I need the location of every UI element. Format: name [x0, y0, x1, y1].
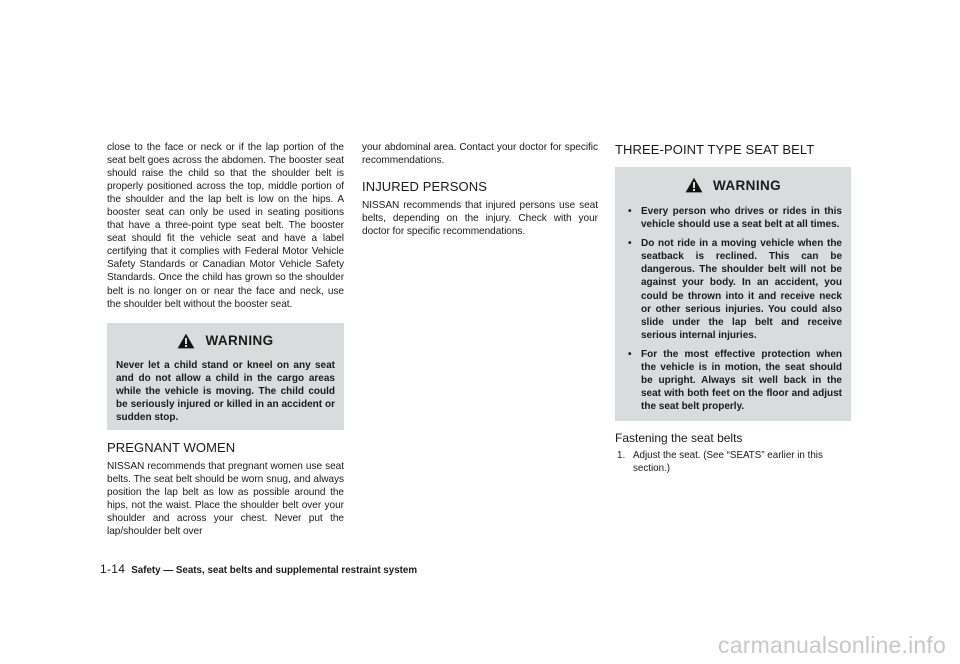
- page-footer: [100, 562, 417, 576]
- bullet-mark: •: [628, 348, 632, 360]
- section-heading-pregnant-women: PREGNANT WOMEN: [107, 440, 236, 456]
- child-booster-paragraph: close to the face or neck or if the lap portion of the seat belt goes across the abdomen. The booster seat should raise the child so that the shoulder belt is properly positioned across the top, middle portion of the shoulder and the lap belt is low on the hips. A booster seat can only be used in seating positions that have a three-point type seat belt. The booster seat should fit the vehicle seat and have a label certifying that it complies with Federal Motor Vehicle Safety Standards or Canadian Motor Vehicle Safety Standards. Once the child has grown so the shoulder belt is no longer on or near the face and neck, use the shoulder belt without the booster seat.: [107, 142, 344, 310]
- column-middle: [362, 141, 598, 238]
- bullet-mark: •: [628, 206, 632, 217]
- warning-text: Never let a child stand or kneel on any seat and do not allow a child in the cargo areas while the vehicle is moving. The child could be seriously injured or killed in an accident or sudden stop.: [116, 359, 335, 423]
- warning-title: WARNING: [205, 333, 274, 349]
- subheading-fastening: Fastening the seat belts: [615, 431, 743, 446]
- page-number: 1-14: [100, 562, 126, 576]
- warning-bullet: • For the most effective protection when the vehicle is in motion, the seat should be upright. Always sit well back in the seat with both feet on the floor and adjust the seat belt properly.: [628, 348, 842, 413]
- warning-triangle-icon: [685, 177, 703, 193]
- warning-bullet: • Do not ride in a moving vehicle when the seatback is reclined. This can be dangerous. The shoulder belt will not be against your body. In an accident, you could be thrown into it and receive neck or other serious injuries. You could also slide under the lap belt and receive serious internal injuries.: [628, 238, 842, 341]
- step-item: [615, 450, 851, 475]
- child-warning-box: [107, 323, 344, 430]
- watermark: carmanualsonline.info: [718, 632, 946, 658]
- fastening-steps: [615, 450, 851, 475]
- warning-header: [624, 173, 842, 197]
- warning-header: [116, 329, 335, 353]
- warning-bullet: • Every person who drives or rides in this vehicle should use a seat belt at all times.: [628, 206, 842, 231]
- warning-triangle-icon: [177, 333, 195, 349]
- section-heading-injured-persons: INJURED PERSONS: [362, 179, 488, 195]
- abdominal-paragraph: your abdominal area. Contact your doctor for specific recommendations.: [362, 142, 598, 167]
- chapter-title: Safety — Seats, seat belts and supplemental restraint system: [131, 565, 418, 576]
- step-text: Adjust the seat. (See “SEATS” earlier in this section.): [633, 450, 823, 474]
- column-left: [107, 141, 344, 538]
- warning-title: WARNING: [712, 177, 782, 193]
- injured-persons-paragraph: NISSAN recommends that injured persons use seat belts, depending on the injury. Check with your doctor for specific recommendations.: [362, 200, 598, 238]
- section-heading-three-point-belt: THREE-POINT TYPE SEAT BELT: [615, 142, 815, 157]
- pregnant-women-paragraph: NISSAN recommends that pregnant women use seat belts. The seat belt should be worn snug, and always position the lap belt as low as possible around the hips, not the waist. Place the shoulder belt over your shoulder and across your chest. Never put the lap/shoulder belt over: [107, 461, 344, 538]
- warning-bullet-list: [624, 205, 842, 413]
- bullet-mark: •: [628, 238, 632, 250]
- column-right: [615, 142, 851, 475]
- step-number: 1.: [617, 450, 626, 462]
- seat-belt-warning-box: [615, 167, 851, 421]
